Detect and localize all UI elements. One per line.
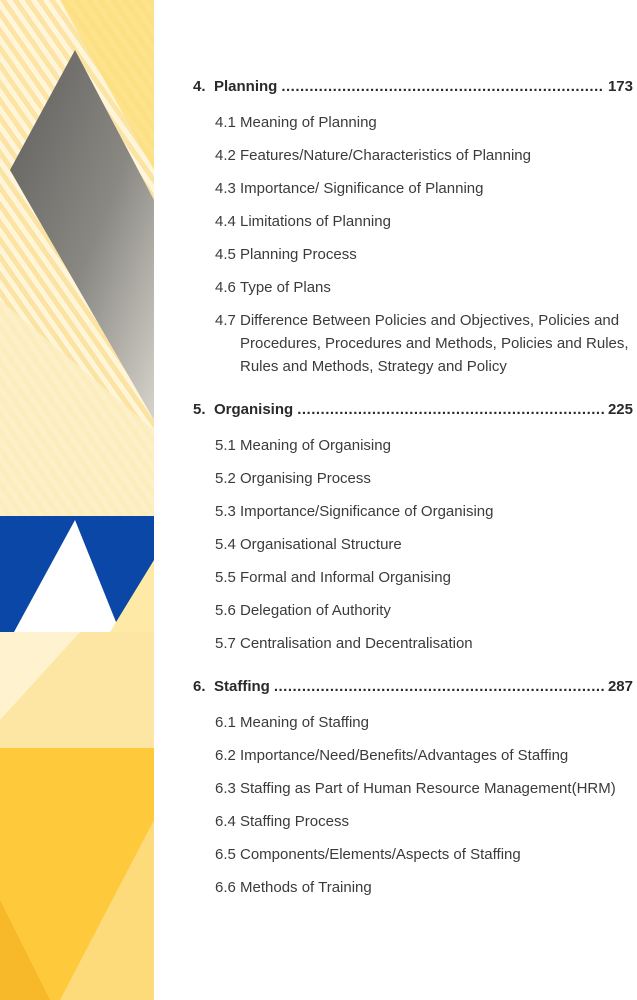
section-title: Organisational Structure xyxy=(240,536,402,553)
section-number: 5.3 xyxy=(215,503,236,520)
chapter-number: 6. xyxy=(193,678,206,695)
chapter-number: 5. xyxy=(193,401,206,418)
section-entry[interactable] xyxy=(193,434,633,457)
section-entry[interactable] xyxy=(193,210,633,233)
chapter-block xyxy=(193,678,633,899)
section-entry[interactable] xyxy=(193,243,633,266)
section-number: 6.6 xyxy=(215,879,236,896)
section-number: 5.7 xyxy=(215,635,236,652)
chapter-page-number: 287 xyxy=(607,678,633,695)
section-title: Importance/ Significance of Planning xyxy=(240,180,484,197)
section-number: 4.1 xyxy=(215,114,236,131)
section-entry[interactable] xyxy=(193,566,633,589)
section-title: Meaning of Organising xyxy=(240,437,391,454)
dot-leader xyxy=(274,678,604,695)
section-title: Difference Between Policies and Objectives, Policies and Procedures, Procedures and Methods, Policies and Rules, Rules and Methods, Strategy and Policy xyxy=(240,312,629,375)
section-list xyxy=(193,434,633,655)
chapter-block xyxy=(193,78,633,378)
section-title: Staffing Process xyxy=(240,813,349,830)
section-number: 4.7 xyxy=(215,312,236,329)
section-number: 4.3 xyxy=(215,180,236,197)
section-entry[interactable] xyxy=(193,777,633,800)
section-number: 6.1 xyxy=(215,714,236,731)
section-title: Formal and Informal Organising xyxy=(240,569,451,586)
section-title: Features/Nature/Characteristics of Planning xyxy=(240,147,531,164)
section-list xyxy=(193,111,633,378)
chapter-heading[interactable] xyxy=(193,401,633,423)
chapter-number: 4. xyxy=(193,78,206,95)
section-entry[interactable] xyxy=(193,744,633,767)
decorative-side-panel xyxy=(0,0,154,1000)
chapter-title: Staffing xyxy=(214,678,270,695)
section-title: Meaning of Planning xyxy=(240,114,377,131)
section-number: 5.1 xyxy=(215,437,236,454)
section-number: 6.2 xyxy=(215,747,236,764)
section-entry[interactable] xyxy=(193,111,633,134)
section-entry[interactable] xyxy=(193,810,633,833)
section-entry[interactable] xyxy=(193,177,633,200)
section-number: 6.3 xyxy=(215,780,236,797)
section-title: Organising Process xyxy=(240,470,371,487)
chapter-title: Planning xyxy=(214,78,278,95)
section-title: Components/Elements/Aspects of Staffing xyxy=(240,846,521,863)
section-entry[interactable] xyxy=(193,632,633,655)
section-number: 4.2 xyxy=(215,147,236,164)
chapter-block xyxy=(193,401,633,655)
table-of-contents xyxy=(193,78,633,899)
section-number: 4.6 xyxy=(215,279,236,296)
dot-leader xyxy=(297,401,604,418)
chapter-heading[interactable] xyxy=(193,678,633,700)
section-entry[interactable] xyxy=(193,711,633,734)
section-number: 5.2 xyxy=(215,470,236,487)
section-number: 6.4 xyxy=(215,813,236,830)
dot-leader xyxy=(281,78,604,95)
chapter-page-number: 173 xyxy=(607,78,633,95)
chapter-heading[interactable] xyxy=(193,78,633,100)
section-list xyxy=(193,711,633,899)
section-title: Planning Process xyxy=(240,246,357,263)
section-title: Meaning of Staffing xyxy=(240,714,369,731)
section-number: 4.5 xyxy=(215,246,236,263)
section-number: 5.4 xyxy=(215,536,236,553)
section-number: 5.5 xyxy=(215,569,236,586)
section-title: Delegation of Authority xyxy=(240,602,391,619)
section-title: Limitations of Planning xyxy=(240,213,391,230)
section-title: Type of Plans xyxy=(240,279,331,296)
section-entry[interactable] xyxy=(193,876,633,899)
section-title: Methods of Training xyxy=(240,879,372,896)
section-entry[interactable] xyxy=(193,144,633,167)
chapter-page-number: 225 xyxy=(607,401,633,418)
section-number: 6.5 xyxy=(215,846,236,863)
section-entry[interactable] xyxy=(193,843,633,866)
section-entry[interactable] xyxy=(193,309,633,378)
section-number: 4.4 xyxy=(215,213,236,230)
section-entry[interactable] xyxy=(193,599,633,622)
section-title: Staffing as Part of Human Resource Management(HRM) xyxy=(240,780,616,797)
section-entry[interactable] xyxy=(193,276,633,299)
section-title: Centralisation and Decentralisation xyxy=(240,635,473,652)
section-title: Importance/Significance of Organising xyxy=(240,503,494,520)
section-entry[interactable] xyxy=(193,500,633,523)
section-entry[interactable] xyxy=(193,467,633,490)
chapter-title: Organising xyxy=(214,401,294,418)
section-number: 5.6 xyxy=(215,602,236,619)
section-title: Importance/Need/Benefits/Advantages of Staffing xyxy=(240,747,569,764)
section-entry[interactable] xyxy=(193,533,633,556)
